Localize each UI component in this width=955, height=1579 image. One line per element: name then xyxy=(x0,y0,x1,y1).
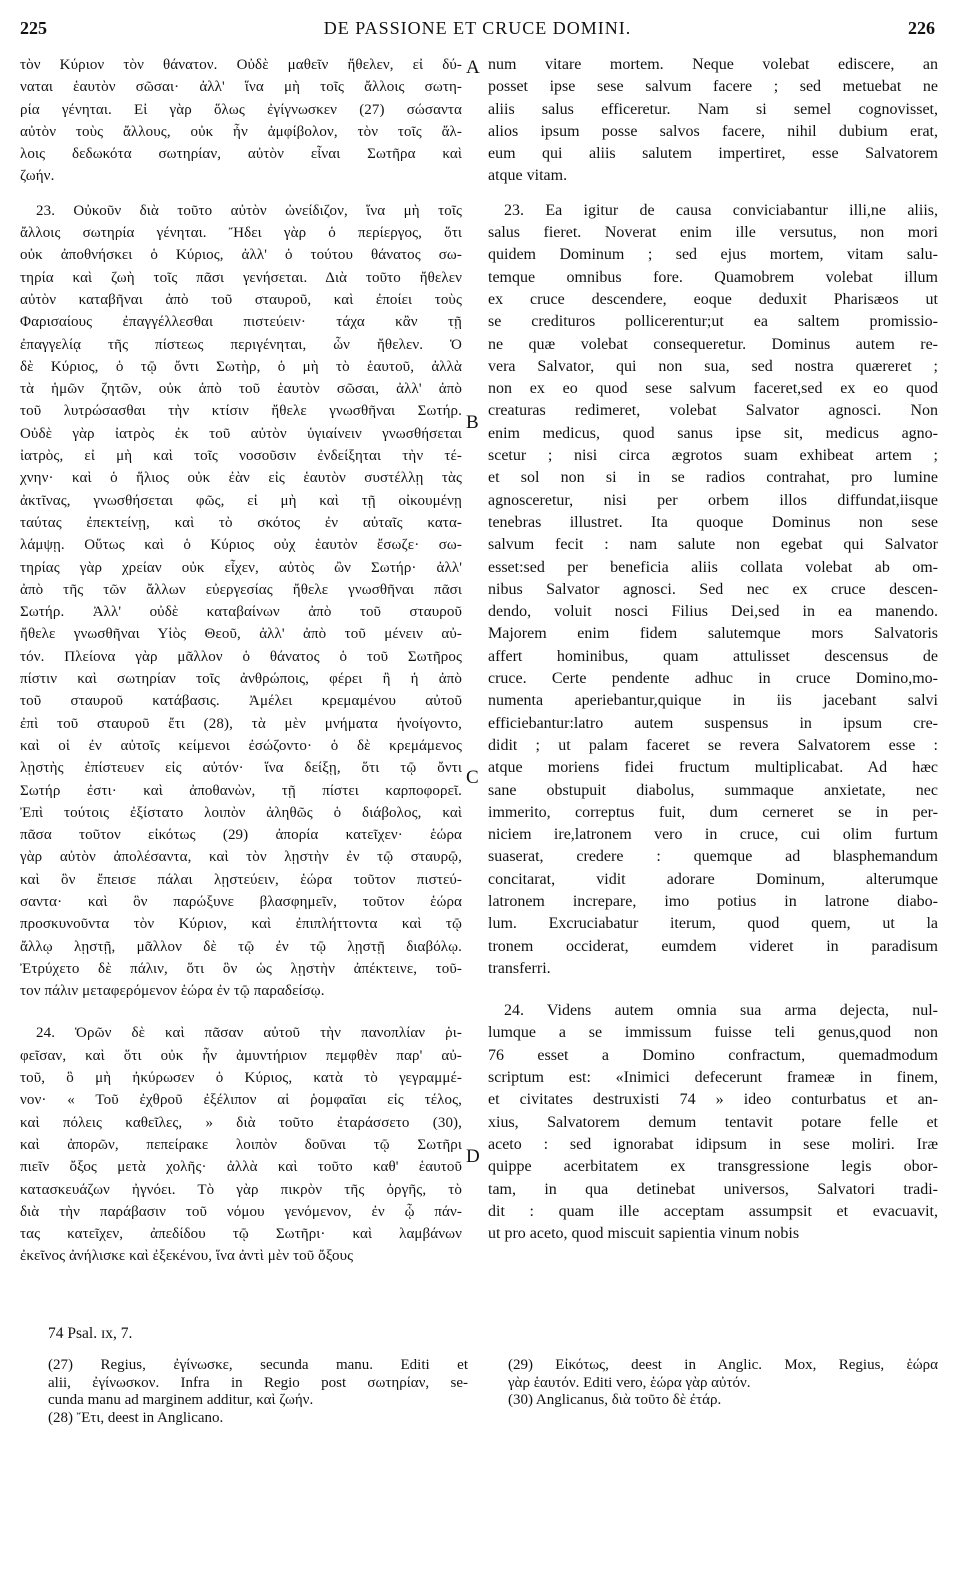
latin-text-line: transferri. xyxy=(488,959,551,977)
greek-text-line: Ἐπὶ τούτοις ἐξίστατο λοιπὸν ἀληθῶς ὁ διάβολος, καὶ xyxy=(20,804,462,821)
latin-text-line: concitarat, vidit adorare Dominum, alterumque xyxy=(488,870,938,888)
greek-text-line: οὐκ ἀποθνήσκει ὁ Κύριος, ἀλλ' ὁ τούτου θάνατος σω- xyxy=(20,247,462,264)
latin-text-line: tenebras illustret. Ita quoque Dominus non sese xyxy=(488,513,938,531)
greek-text-line: ἄλλῳ λῃστῇ, μᾶλλον δὲ τῷ ἐν τῷ λῃστῇ διαβόλῳ. xyxy=(20,938,462,955)
greek-text-line: τον πάλιν μεταφερόμενον ἑώρα ἐν τῷ παραδείσῳ. xyxy=(20,983,325,1000)
latin-text-line: ne quæ volebat consequeretur. Dominus autem re- xyxy=(488,335,938,353)
greek-text-line: καὶ ὃν ἔπεισε πάλαι λῃστεύειν, ἑώρα τοῦτον πιστεύ- xyxy=(20,871,462,888)
greek-text-line: Ἐτρύχετο δὲ πάλιν, ὅτι ὃν ὡς λῃστὴν ἀπέκτεινε, τοῦ- xyxy=(20,960,462,977)
latin-text-line: dit : quam ille acceptam assumpsit et evacuavit, xyxy=(488,1202,938,1220)
greek-text-line: τὰ ἡμῶν ζητῶν, οὐκ ἀπὸ τοῦ ἑαυτὸν σῶσαι, ἀλλ' ἀπὸ xyxy=(20,381,462,398)
latin-text-line: dendo, voluit nosci Filius Dei,sed in ea manendo. xyxy=(488,603,938,621)
greek-text-line: καὶ οἱ ἐν αὐτοῖς κείμενοι ἐσώζοντο· ὁ δὲ κρεμάμενος xyxy=(20,737,462,754)
greek-text-line: Οὐδὲ γὰρ ἰατρὸς ἐκ τοῦ αὐτὸν ὑγιαίνειν γνωσθήσεται xyxy=(20,425,462,442)
greek-text-line: κατασκευάζων ἠγνόει. Τὸ γὰρ πικρὸν τῆς ὀργῆς, τὸ xyxy=(20,1181,462,1198)
latin-text-line: non ex eo quod sese salvum faceret,sed ex eo quod xyxy=(488,380,938,398)
scripture-reference-note: 74 Psal. ɪx, 7. xyxy=(48,1325,133,1342)
latin-text-line: salus fieret. Noverat enim ille versutus, non mori xyxy=(488,224,938,242)
running-header xyxy=(20,18,935,46)
latin-text-line: scriptum est: «Inimici defecerunt frameæ in finem, xyxy=(488,1069,938,1087)
greek-text-line: αὐτὸν τοὺς ἄλλους, οὐκ ἦν ἀμφίβολον, τὸν τοῖς ἄλ- xyxy=(20,123,462,140)
latin-text-line: posset ipse sese salvum facere ; sed metuebat ne xyxy=(488,78,938,96)
greek-text-line: ναται ἑαυτὸν σῶσαι· ἀλλ' ἵνα μὴ τοῖς ἄλλοις σωτη- xyxy=(20,79,462,96)
latin-text-line: Majorem enim fidem salutemque mors Salvatoris xyxy=(488,625,938,643)
greek-text-line: καὶ ἀπορῶν, πεπείρακε λοιπὸν δοῦναι τῷ Σωτῆρι xyxy=(20,1136,462,1153)
greek-text-line: πιεῖν ὄξος μετὰ χολῆς· ἀλλὰ καὶ τοῦτο καθ' ἑαυτοῦ xyxy=(20,1159,462,1176)
greek-text-line: τόν. Πλείονα γὰρ μᾶλλον ὁ θάνατος ὁ τοῦ Σωτῆρος xyxy=(20,648,462,665)
running-title: DE PASSIONE ET CRUCE DOMINI. xyxy=(323,18,632,38)
latin-text-line: agnosceretur, nisi per orbem illos diffundat,iisque xyxy=(488,491,938,509)
greek-text-line: Σωτήρ ἐστι· καὶ ἀποθανὼν, τῇ πίστει καρποφορεῖ. xyxy=(20,782,462,799)
greek-text-line: φεῖσαν, καὶ ὅτι οὐκ ἦν ἀμυντήριον πεμφθὲν παρ' αὐ- xyxy=(20,1047,462,1064)
greek-text-line: ἀπὸ τῆς τῶν ἄλλων εὐεργεσίας ἤθελε γνωσθῆναι πᾶσι xyxy=(20,581,462,598)
greek-text-line: τοῦ, ὃ μὴ ἠκύρωσεν ὁ Κύριος, κατὰ τὸ γεγραμμέ- xyxy=(20,1070,462,1087)
greek-text-line: νον· « Τοῦ ἐχθροῦ ἐξέλιπον αἱ ῥομφαῖαι εἰς τέλος, xyxy=(20,1092,462,1109)
greek-text-line: σαντα· καὶ ὃν παρώξυνε βλασφημεῖν, τοῦτον ἑώρα xyxy=(20,893,462,910)
latin-text-line: 23. Ea igitur de causa conviciabantur illi,ne aliis, xyxy=(504,201,938,219)
latin-text-line: num vitare mortem. Neque volebat ediscere, an xyxy=(488,56,938,73)
greek-text-line: 23. Οὐκοῦν διὰ τοῦτο αὐτὸν ὠνείδιζον, ἵνα μὴ τοῖς xyxy=(36,202,462,219)
latin-text-line: et sol non si in se radios contrahat, pro lumine xyxy=(488,469,938,487)
margin-letter-c: C xyxy=(466,767,479,788)
greek-text-line: πᾶσα τοῦτον εἰκότως (29) ἀπορία κατεῖχεν· ἑώρα xyxy=(20,827,462,844)
latin-text-line: salvum fecit : nam salute non egebat qui Salvator xyxy=(488,536,938,554)
latin-text-line: enim medicus, quod sanus ipse sit, medicus agno- xyxy=(488,424,938,442)
greek-text-line: λῃστὴς ἐπίστευεν εἰς αὐτόν· ἵνα δείξῃ, ὅτι τῷ ὄντι xyxy=(20,760,462,777)
footnotes-right xyxy=(508,1357,938,1410)
latin-text-line: temque omnibus fore. Quamobrem volebat illum xyxy=(488,268,938,286)
latin-text-line: cruce. Certe pendente adhuc in cruce Domino,mo- xyxy=(488,670,938,688)
latin-text-line: esset:sed per beneficia aliis collata volebat ab om- xyxy=(488,558,938,576)
greek-text-line: λάμψῃ. Οὕτως καὶ ὁ Κύριος οὐχ ἑαυτὸν ἔσωζε· σω- xyxy=(20,537,462,554)
latin-text-line: tronem occiderat, eumdem videret in paradisum xyxy=(488,937,938,955)
greek-text-line: καὶ πόλεις καθεῖλες, » διὰ τοῦτο ἐταράσσετο (30), xyxy=(20,1114,462,1131)
latin-text-line: aceto : sed ignorabat idipsum in sese moliri. Iræ xyxy=(488,1135,938,1153)
latin-text-line: didit ; ut palam faceret se revera Salvatorem esse : xyxy=(488,736,938,754)
greek-text-line: γὰρ αὐτὸν ἀπολέσαντα, καὶ τὸν λῃστὴν ἐν τῷ σταυρῷ, xyxy=(20,849,462,866)
right-page-number: 226 xyxy=(908,18,935,38)
greek-text-line: ἐκεῖνος ἀνήλισκε καὶ ἐξεκένου, ἵνα ἀντὶ μὲν τοῦ ὄξους xyxy=(20,1248,354,1265)
greek-text-line: τοῦ λυτρώσασθαι τὴν κτίσιν ἤθελε γνωσθῆναι Σωτήρ. xyxy=(20,403,462,420)
latin-text-column xyxy=(488,54,938,1245)
greek-text-column xyxy=(20,54,462,1268)
greek-text-line: χνην· καὶ ὁ ἥλιος οὐκ ἐὰν εἰς ἑαυτὸν συστέλλῃ τὰς xyxy=(20,470,462,487)
latin-text-line: immerito, correptus fuit, dum cerneret se in per- xyxy=(488,803,938,821)
latin-text-line: affert hominibus, quam attulisset descensus de xyxy=(488,647,938,665)
greek-text-line: τας κατεῖχεν, ἀπεδίδου τῷ Σωτῆρι· καὶ λαμβάνων xyxy=(20,1226,462,1243)
footnote-line: cunda manu ad marginem additur, καὶ ζωήν. xyxy=(48,1392,314,1408)
latin-text-line: creaturas redimeret, volebat Salvator agnosci. Non xyxy=(488,402,938,420)
latin-text-line: tam, in qua detinebat universos, Salvatori tradi- xyxy=(488,1180,938,1198)
greek-text-line: τοῦ σταυροῦ κατάβασις. Ἀμέλει κρεμαμένου αὐτοῦ xyxy=(20,693,462,710)
latin-text-line: latronem increpare, imo potius in latrone diabo- xyxy=(488,892,938,910)
latin-text-line: niciem ire,latronem vero in cruce, cui olim furtum xyxy=(488,826,938,844)
latin-text-line: sane obstupuit diabolus, summaque anxietate, nec xyxy=(488,781,938,799)
latin-text-line: ut pro aceto, quod miscuit sapientia vinum nobis xyxy=(488,1225,800,1243)
latin-text-line: vera Salvator, qui non sua, sed nostra quæreret ; xyxy=(488,357,938,375)
latin-text-line: alios ipsum posse salvos facere, nihil dubium erat, xyxy=(488,122,938,140)
latin-text-line: 24. Videns autem omnia sua arma dejecta, nul- xyxy=(504,1002,938,1020)
footnote-line: (28) Ἔτι, deest in Anglicano. xyxy=(48,1409,224,1426)
footnote-line: γὰρ ἑαυτόν. Editi vero, ἑώρα γὰρ αὐτόν. xyxy=(508,1374,751,1391)
footnote-line: (27) Regius, ἐγίνωσκε, secunda manu. Editi et xyxy=(48,1357,468,1373)
greek-text-line: δὲ Κύριος, ὁ τῷ ὄντι Σωτὴρ, ὁ μὴ τὸ ἑαυτοῦ, ἀλλὰ xyxy=(20,358,462,375)
greek-text-line: ἤθελε γνωσθῆναι Υἱὸς Θεοῦ, ἀλλ' ἀπὸ τοῦ μένειν αὐ- xyxy=(20,626,462,643)
latin-text-line: lum. Excruciabatur iterum, quod quem, ut la xyxy=(488,915,938,933)
latin-text-line: atque vitam. xyxy=(488,167,568,185)
greek-text-line: λοις δεδωκότα σωτηρίαν, αὐτὸν εἶναι Σωτῆρα καὶ xyxy=(20,146,462,163)
latin-text-line: numenta aperiebantur,quique in iis jacebant salvi xyxy=(488,692,938,710)
greek-text-line: ρία γένηται. Εἰ γὰρ ὅλως ἐγίγνωσκεν (27) σώσαντα xyxy=(20,101,462,118)
greek-text-line: ἀκτῖνας, γνωσθήσεται φῶς, εἰ μὴ καὶ τῇ οἰκουμένῃ xyxy=(20,492,462,509)
footnote-line: alii, ἐγίνωσκον. Infra in Regio post σωτηρίαν, se- xyxy=(48,1374,468,1391)
greek-text-line: τηρία καὶ ζωὴ τοῖς πᾶσι γενήσεται. Διὰ τοῦτο ἤθελεν xyxy=(20,269,462,286)
footnote-line: (29) Εἰκότως, deest in Anglic. Mox, Regius, ἑώρα xyxy=(508,1357,938,1373)
greek-text-line: 24. Ὁρῶν δὲ καὶ πᾶσαν αὐτοῦ τὴν πανοπλίαν ῥι- xyxy=(36,1025,462,1042)
latin-text-line: eum qui aliis salutem impertiret, esse Salvatorem xyxy=(488,145,938,163)
greek-text-line: ζωήν. xyxy=(20,168,55,185)
greek-text-line: πίστιν καὶ σωτηρίαν τοῖς ἀνθρώποις, φέρει ἢ ἡ ἀπὸ xyxy=(20,671,462,688)
latin-text-line: lumque a se immissum fuisse teli genus,quod non xyxy=(488,1024,938,1042)
latin-text-line: aliis salus efficeretur. Nam si semel cognovisset, xyxy=(488,100,938,118)
greek-text-line: τηρίας γὰρ χρείαν οὐκ εἶχεν, αὐτὸς ὢν Σωτήρ· ἀλλ' xyxy=(20,559,462,576)
footnotes-left xyxy=(48,1357,468,1427)
greek-text-line: αὐτὸν καταβῆναι ἀπὸ τοῦ σταυροῦ, καὶ ἐποίει τοὺς xyxy=(20,291,462,308)
greek-text-line: τὸν Κύριον τὸν θάνατον. Οὐδὲ μαθεῖν ἤθελεν, εἰ δύ- xyxy=(20,57,462,73)
footnote-line: (30) Anglicanus, διὰ τοῦτο δὲ ἐτάρ. xyxy=(508,1392,722,1408)
margin-letter-b: B xyxy=(466,412,479,433)
left-page-number: 225 xyxy=(20,18,47,38)
greek-text-line: ἰατρὸς, εἰ μὴ καὶ τοῖς νοσοῦσιν ἐνδείξηται τὴν τέ- xyxy=(20,448,462,465)
greek-text-line: διὰ τὴν παράβασιν τοῦ νόμου γενόμενον, ἐν ᾧ πάν- xyxy=(20,1203,462,1220)
latin-text-line: quippe acerbitatem ex transgressione legis obor- xyxy=(488,1158,938,1176)
greek-text-line: ταύτας ἐπεκτείνῃ, καὶ τὸ σκότος ἐν αὐταῖς κατα- xyxy=(20,514,462,531)
latin-text-line: et civitates destruxisti 74 » ideo conturbatus et an- xyxy=(488,1091,938,1109)
latin-text-line: 76 esset a Domino confractum, quemadmodum xyxy=(488,1046,938,1064)
greek-text-line: ἐπαγγελίᾳ τῆς πίστεως περιγένηται, ὧν ἤθελεν. Ὁ xyxy=(20,336,462,353)
latin-text-line: se credituros pollicerentur;ut ea saltem promissio- xyxy=(488,313,938,331)
greek-text-line: ἄλλοις σωτηρία γένηται. Ἤδει γὰρ ὁ περίεργος, ὅτι xyxy=(20,225,462,242)
latin-text-line: atque moriens fidei fructum multiplicabat. Ad hæc xyxy=(488,759,938,777)
greek-text-line: Σωτήρ. Ἀλλ' οὐδὲ καταβαίνων ἀπὸ τοῦ σταυροῦ xyxy=(20,604,462,621)
latin-text-line: suaserat, credere : quemque ad blasphemandum xyxy=(488,848,938,866)
latin-text-line: scetur ; nisi circa ægrotos suam exhibeat artem ; xyxy=(488,447,938,465)
margin-letter-d: D xyxy=(466,1146,480,1167)
latin-text-line: efficiebantur:latro autem suspensus in ipsum cre- xyxy=(488,714,938,732)
greek-text-line: Φαρισαίους ἐπαγγέλλεσθαι πιστεύειν· τάχα κἂν τῇ xyxy=(20,314,462,331)
greek-text-line: προσκυνοῦντα τὸν Κύριον, καὶ ἐπιπλήττοντα καὶ τῷ xyxy=(20,916,462,933)
latin-text-line: nibus Salvator agnosci. Sed nec ex cruce descen- xyxy=(488,580,938,598)
greek-text-line: ἐπὶ τοῦ σταυροῦ ἔτι (28), τὰ μὲν μνήματα ἠνοίγοντο, xyxy=(20,715,462,732)
margin-letter-a: A xyxy=(466,57,480,78)
latin-text-line: quidem Dominum ; sed ejus mortem, vitam salu- xyxy=(488,246,938,264)
latin-text-line: xius, Salvatorem demum tentavit potare felle et xyxy=(488,1113,938,1131)
latin-text-line: ex cruce descendere, eoque deduxit Pharisæos ut xyxy=(488,290,938,308)
